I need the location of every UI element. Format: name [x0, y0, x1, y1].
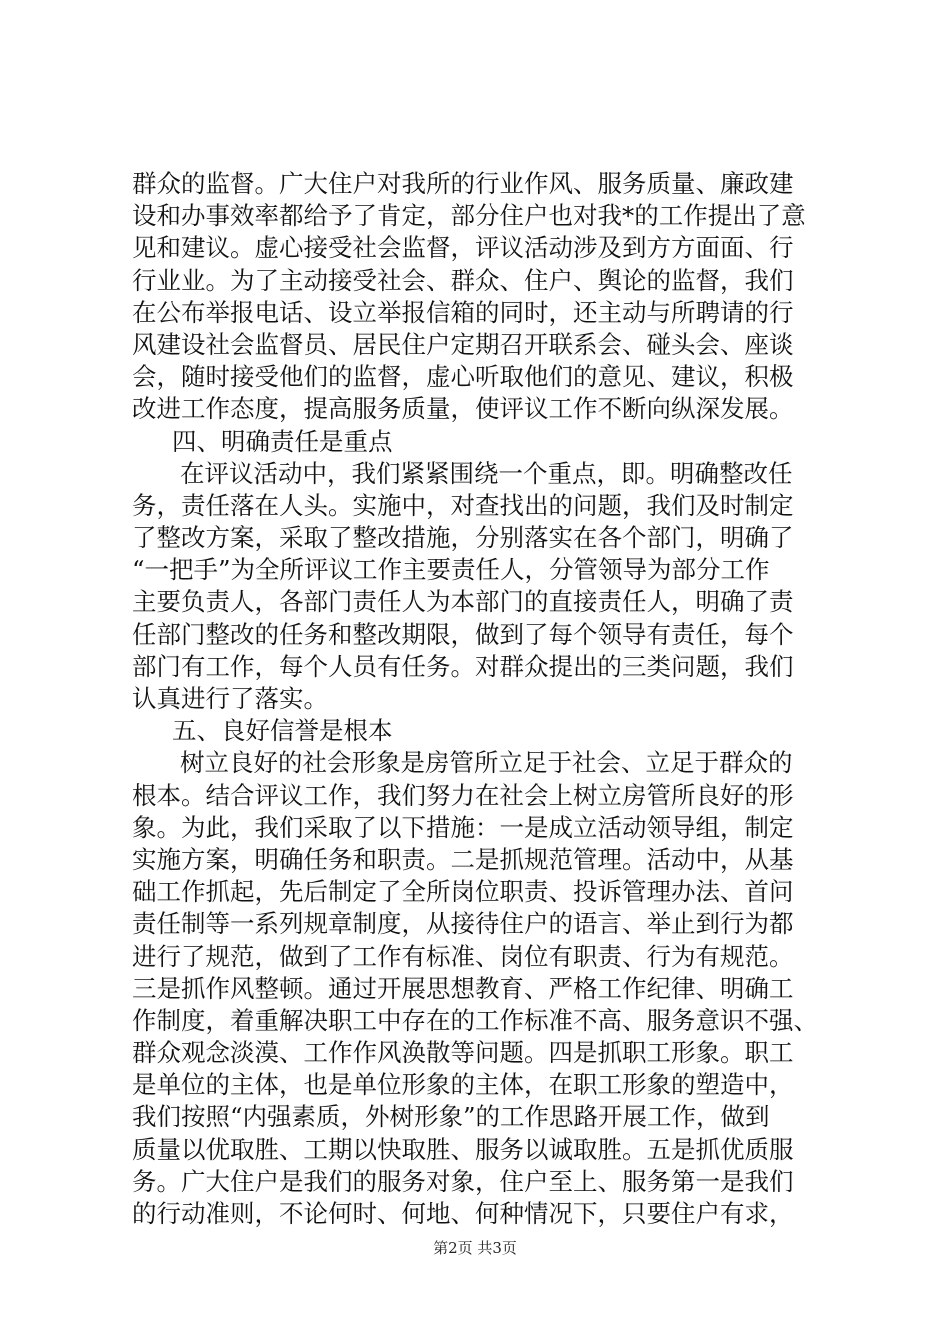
text-line: “一把手”为全所评议工作主要责任人，分管领导为部分工作 [132, 555, 770, 585]
text-line: 设和办事效率都给予了肯定，部分住户也对我*的工作提出了意 [132, 201, 806, 231]
text-line: 我们按照“内强素质，外树形象”的工作思路开展工作，做到 [132, 1102, 770, 1132]
text-line: 象。为此，我们采取了以下措施：一是成立活动领导组，制定 [132, 812, 794, 842]
text-line: 进行了规范，做到了工作有标准、岗位有职责、行为有规范。 [132, 941, 794, 971]
text-line: 责任制等一系列规章制度，从接待住户的语言、举止到行为都 [132, 909, 794, 939]
text-line: 会，随时接受他们的监督，虚心听取他们的意见、建议，积极 [132, 362, 794, 392]
text-line: 风建设社会监督员、居民住户定期召开联系会、碰头会、座谈 [132, 329, 794, 359]
section-heading-4: 四、明确责任是重点 [172, 426, 393, 456]
text-line: 主要负责人，各部门责任人为本部门的直接责任人，明确了责 [132, 587, 794, 617]
text-line: 见和建议。虚心接受社会监督，评议活动涉及到方方面面、行 [132, 233, 794, 263]
text-line: 根本。结合评议工作，我们努力在社会上树立房管所良好的形 [132, 780, 794, 810]
paragraph-first-line: 在评议活动中，我们紧紧围绕一个重点，即。明确整改任 [180, 458, 793, 488]
text-line: 是单位的主体，也是单位形象的主体，在职工形象的塑造中， [132, 1070, 794, 1100]
section-heading-5: 五、良好信誉是根本 [172, 716, 393, 746]
text-line: 实施方案，明确任务和职责。二是抓规范管理。活动中，从基 [132, 844, 794, 874]
text-line: 在公布举报电话、设立举报信箱的同时，还主动与所聘请的行 [132, 297, 794, 327]
text-line: 质量以优取胜、工期以快取胜、服务以诚取胜。五是抓优质服 [132, 1134, 794, 1164]
text-line: 群众的监督。广大住户对我所的行业作风、服务质量、廉政建 [132, 169, 794, 198]
text-line: 任部门整改的任务和整改期限，做到了每个领导有责任，每个 [132, 619, 794, 649]
text-line: 三是抓作风整顿。通过开展思想教育、严格工作纪律、明确工 [132, 973, 794, 1003]
text-line: 务，责任落在人头。实施中，对查找出的问题，我们及时制定 [132, 490, 794, 520]
document-body [132, 168, 832, 1230]
page-number-footer: 第2页 共3页 [433, 1239, 517, 1257]
paragraph-first-line: 树立良好的社会形象是房管所立足于社会、立足于群众的 [180, 748, 793, 778]
text-line: 改进工作态度，提高服务质量，使评议工作不断向纵深发展。 [132, 394, 794, 424]
text-line: 的行动准则，不论何时、何地、何种情况下，只要住户有求， [132, 1199, 794, 1228]
text-line: 作制度，着重解决职工中存在的工作标准不高、服务意识不强、 [132, 1005, 818, 1035]
text-line: 础工作抓起，先后制定了全所岗位职责、投诉管理办法、首问 [132, 877, 794, 907]
text-line: 认真进行了落实。 [132, 684, 328, 713]
text-line: 了整改方案，采取了整改措施，分别落实在各个部门，明确了 [132, 523, 794, 553]
text-line: 务。广大住户是我们的服务对象，住户至上、服务第一是我们 [132, 1166, 794, 1196]
text-line: 群众观念淡漠、工作作风涣散等问题。四是抓职工形象。职工 [132, 1038, 794, 1068]
text-line: 部门有工作，每个人员有任务。对群众提出的三类问题，我们 [132, 651, 794, 681]
text-line: 行业业。为了主动接受社会、群众、住户、舆论的监督，我们 [132, 265, 794, 295]
